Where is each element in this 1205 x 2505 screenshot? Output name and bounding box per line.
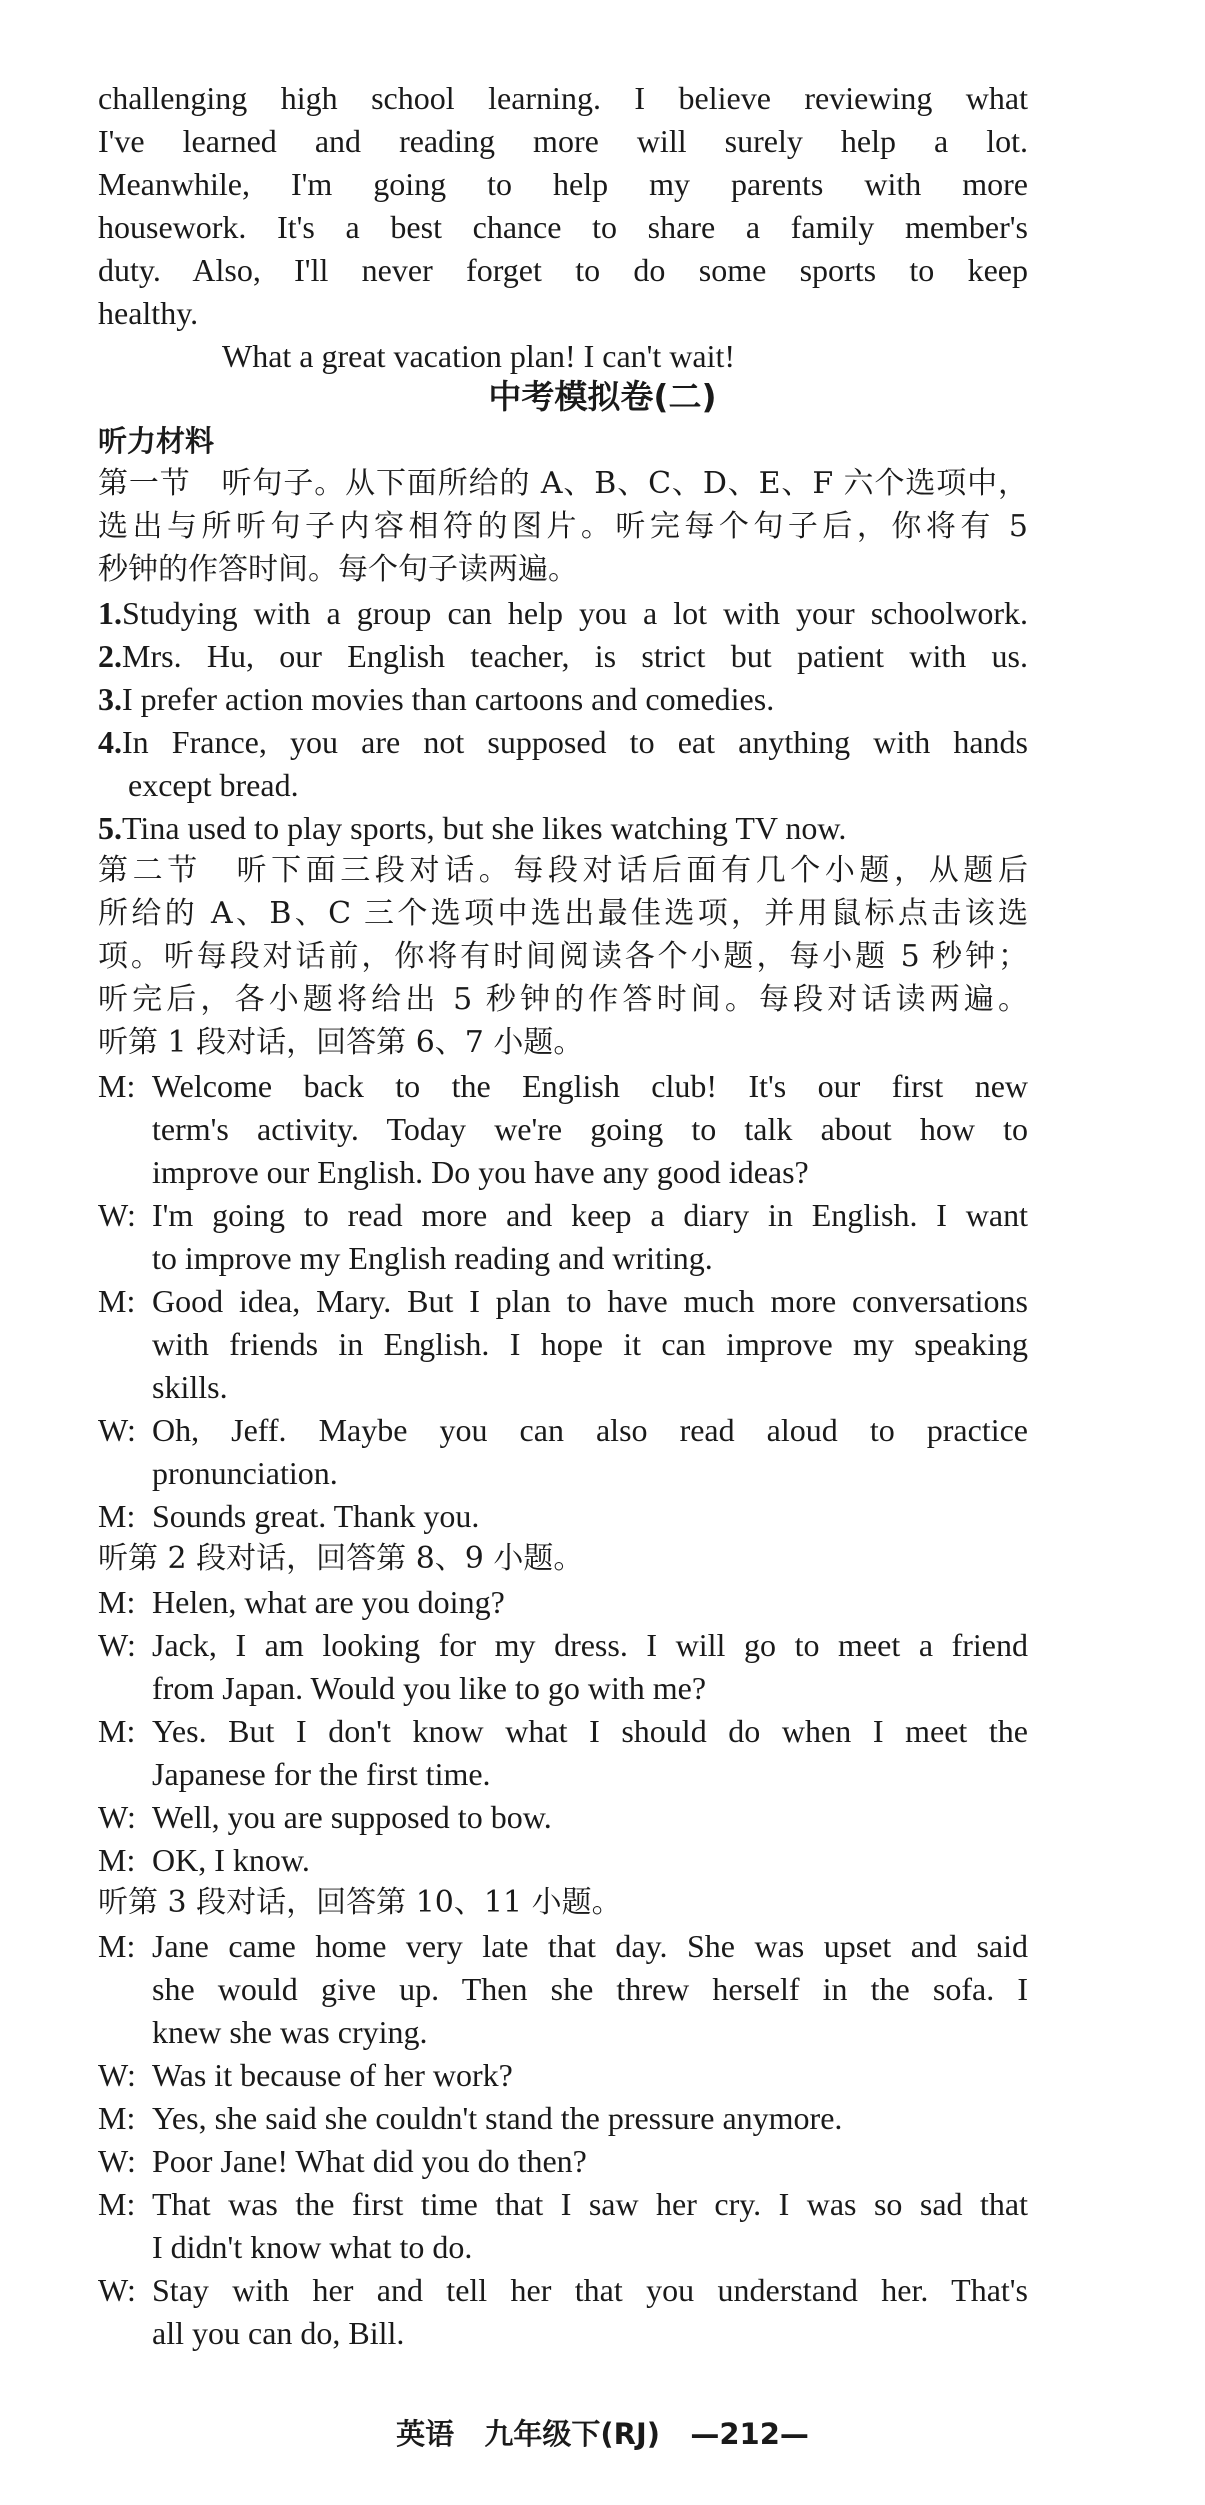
page-footer: [0, 2414, 1205, 2454]
speaker-label: M:: [98, 1842, 136, 1878]
dialogue-turn: [98, 1926, 1028, 1966]
speaker-label: M:: [98, 1928, 136, 1964]
sentence-text: Mrs. Hu, our English teacher, is strict but patient with us.: [122, 638, 1028, 674]
intro-line: Meanwhile, I'm going to help my parents with more: [98, 166, 1028, 202]
turn-continuation: skills.: [152, 1369, 228, 1405]
listening-header: 听力材料: [98, 424, 215, 458]
dialogue-heading: 听第 1 段对话，回答第 6、7 小题。: [98, 1025, 584, 1060]
intro-line: healthy.: [98, 295, 199, 331]
sentence-continuation: except bread.: [128, 767, 299, 803]
dialogue-turn: [98, 1410, 1028, 1450]
instruction-line: 第一节 听句子。从下面所给的 A、B、C、D、E、F 六个选项中，: [98, 466, 1028, 501]
instruction-line: 选出与所听句子内容相符的图片。听完每个句子后，你将有 5: [98, 509, 1028, 544]
sentence-item: [98, 722, 1028, 762]
sentence-number: 2.: [98, 638, 122, 674]
turn-text: Yes, she said she couldn't stand the pressure anymore.: [152, 2100, 843, 2136]
intro-line: I've learned and reading more will surely help a lot.: [98, 123, 1028, 159]
turn-text: Yes. But I don't know what I should do when I meet the: [152, 1713, 1028, 1749]
turn-text: Oh, Jeff. Maybe you can also read aloud to practice: [152, 1412, 1028, 1448]
speaker-label: W:: [98, 2143, 136, 2179]
turn-text: Jack, I am looking for my dress. I will go to meet a friend: [152, 1627, 1028, 1663]
turn-continuation: she would give up. Then she threw herself in the sofa. I: [152, 1971, 1028, 2007]
turn-text: Good idea, Mary. But I plan to have much more conversations: [152, 1283, 1028, 1319]
turn-text: Poor Jane! What did you do then?: [152, 2143, 587, 2179]
turn-continuation: all you can do, Bill.: [152, 2315, 405, 2351]
sentence-text: Studying with a group can help you a lot with your schoolwork.: [122, 595, 1028, 631]
turn-text: I'm going to read more and keep a diary in English. I want: [152, 1197, 1028, 1233]
dialogue-turn: [98, 1195, 1028, 1235]
footer-grade: 九年级下(RJ): [484, 2417, 661, 2451]
speaker-label: M:: [98, 2100, 136, 2136]
dialogue-heading: 听第 2 段对话，回答第 8、9 小题。: [98, 1541, 584, 1576]
sentence-number: 1.: [98, 595, 122, 631]
intro-line: challenging high school learning. I believe reviewing what: [98, 80, 1028, 116]
instruction-line: 秒钟的作答时间。每个句子读两遍。: [98, 552, 578, 587]
speaker-label: W:: [98, 1412, 136, 1448]
footer-page-number: —212—: [690, 2417, 809, 2451]
sentence-item: [98, 636, 1028, 676]
turn-text: That was the first time that I saw her cry. I was so sad that: [152, 2186, 1028, 2222]
speaker-label: W:: [98, 2057, 136, 2093]
speaker-label: M:: [98, 1283, 136, 1319]
speaker-label: M:: [98, 1713, 136, 1749]
speaker-label: M:: [98, 2186, 136, 2222]
sentence-number: 4.: [98, 724, 122, 760]
section-title: 中考模拟卷(二): [488, 377, 717, 416]
speaker-label: M:: [98, 1068, 136, 1104]
dialogue-turn: [98, 1281, 1028, 1321]
turn-continuation: from Japan. Would you like to go with me?: [152, 1670, 707, 1706]
turn-continuation: improve our English. Do you have any good ideas?: [152, 1154, 809, 1190]
sentence-text: Tina used to play sports, but she likes watching TV now.: [122, 810, 847, 846]
turn-text: Sounds great. Thank you.: [152, 1498, 480, 1534]
turn-text: Stay with her and tell her that you understand her. That's: [152, 2272, 1028, 2308]
sentence-text: In France, you are not supposed to eat anything with hands: [122, 724, 1028, 760]
instruction-line: 第二节 听下面三段对话。每段对话后面有几个小题，从题后: [98, 853, 1028, 888]
sentence-item: [98, 679, 1028, 719]
turn-continuation: to improve my English reading and writing.: [152, 1240, 713, 1276]
footer-subject: 英语: [396, 2417, 455, 2451]
dialogue-turn: [98, 2184, 1028, 2224]
sentence-number: 5.: [98, 810, 122, 846]
dialogue-turn: [98, 2098, 1028, 2138]
speaker-label: M:: [98, 1498, 136, 1534]
sentence-number: 3.: [98, 681, 122, 717]
dialogue-turn: [98, 2270, 1028, 2310]
turn-text: Helen, what are you doing?: [152, 1584, 505, 1620]
closing-line: What a great vacation plan! I can't wait!: [222, 338, 736, 374]
sentence-item: [98, 808, 1028, 848]
speaker-label: W:: [98, 1197, 136, 1233]
turn-text: OK, I know.: [152, 1842, 310, 1878]
speaker-label: M:: [98, 1584, 136, 1620]
turn-text: Well, you are supposed to bow.: [152, 1799, 552, 1835]
dialogue-turn: [98, 1582, 1028, 1622]
turn-continuation: knew she was crying.: [152, 2014, 428, 2050]
speaker-label: W:: [98, 2272, 136, 2308]
turn-continuation: I didn't know what to do.: [152, 2229, 473, 2265]
sentence-item: [98, 593, 1028, 633]
instruction-line: 项。听每段对话前，你将有时间阅读各个小题，每小题 5 秒钟；: [98, 939, 1028, 974]
dialogue-turn: [98, 1066, 1028, 1106]
dialogue-turn: [98, 1496, 1028, 1536]
turn-continuation: with friends in English. I hope it can improve my speaking: [152, 1326, 1028, 1362]
dialogue-turn: [98, 1840, 1028, 1880]
speaker-label: W:: [98, 1627, 136, 1663]
turn-continuation: term's activity. Today we're going to talk about how to: [152, 1111, 1028, 1147]
turn-text: Jane came home very late that day. She was upset and said: [152, 1928, 1028, 1964]
instruction-line: 听完后，各小题将给出 5 秒钟的作答时间。每段对话读两遍。: [98, 982, 1028, 1017]
dialogue-heading: 听第 3 段对话，回答第 10、11 小题。: [98, 1885, 622, 1920]
instruction-line: 所给的 A、B、C 三个选项中选出最佳选项，并用鼠标点击该选: [98, 896, 1028, 931]
dialogue-turn: [98, 2141, 1028, 2181]
dialogue-turn: [98, 1797, 1028, 1837]
turn-text: Welcome back to the English club! It's our first new: [152, 1068, 1028, 1104]
turn-continuation: Japanese for the first time.: [152, 1756, 491, 1792]
sentence-text: I prefer action movies than cartoons and comedies.: [122, 681, 775, 717]
speaker-label: W:: [98, 1799, 136, 1835]
turn-text: Was it because of her work?: [152, 2057, 513, 2093]
turn-continuation: pronunciation.: [152, 1455, 338, 1491]
dialogue-turn: [98, 1711, 1028, 1751]
dialogue-turn: [98, 1625, 1028, 1665]
dialogue-turn: [98, 2055, 1028, 2095]
intro-line: duty. Also, I'll never forget to do some sports to keep: [98, 252, 1028, 288]
intro-line: housework. It's a best chance to share a family member's: [98, 209, 1028, 245]
